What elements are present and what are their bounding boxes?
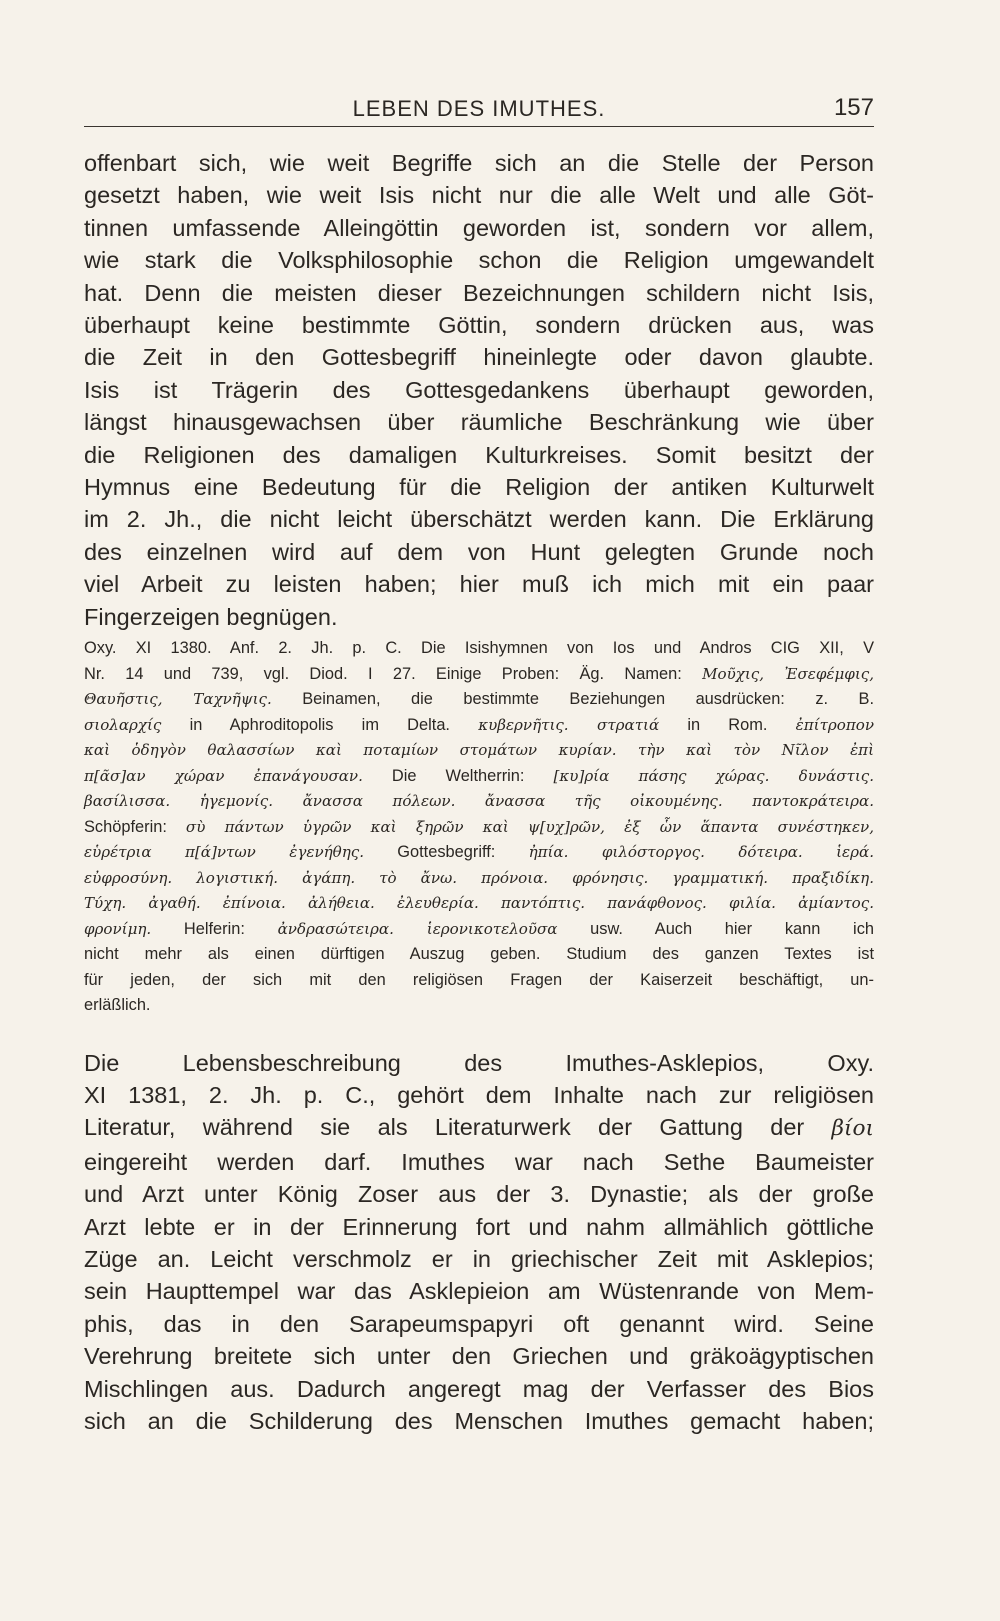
- greek-text: σὺ πάντων ὑγρῶν καὶ ξηρῶν καὶ ψ[υχ]ρῶν, ἐξ ὧν ἅπαντα συνέστηκεν,: [185, 817, 875, 836]
- footnote-line: [84, 764, 874, 790]
- text-line: Hymnus eine Bedeutung für die Religion der antiken Kulturwelt: [84, 474, 874, 501]
- text-line: überhaupt keine bestimmte Göttin, sondern drücken aus, was: [84, 312, 874, 339]
- footnote-text: Helferin:: [151, 919, 278, 938]
- text-line: sein Haupttempel war das Asklepieion am Wüstenrande von Mem-: [84, 1278, 874, 1305]
- text-line: im 2. Jh., die nicht leicht überschätzt werden kann. Die Erklärung: [84, 506, 874, 533]
- text-line: [84, 1111, 874, 1145]
- text-line: Die Lebensbeschreibung des Imuthes-Asklepios, Oxy.: [84, 1049, 874, 1076]
- footnote-line: [84, 968, 874, 994]
- footnote-text: für jeden, der sich mit den religiösen Fragen der Kaiserzeit beschäftigt, un-: [84, 970, 874, 989]
- text-line: tinnen umfassende Alleingöttin geworden ist, sondern vor allem,: [84, 214, 874, 241]
- greek-text: εὑρέτρια π[ά]ντων ἐγενήθης.: [84, 843, 365, 862]
- text-line: Arzt lebte er in der Erinnerung fort und nahm allmählich göttliche: [84, 1213, 874, 1240]
- greek-text: εὐφροσύνη. λογιστική. ἀγάπη. τὸ ἄνω. πρόνοια. φρόνησις. γραμματική. πραξιδίκη.: [84, 868, 874, 887]
- footnote-text: erläßlich.: [84, 996, 151, 1015]
- text-line: längst hinausgewachsen über räumliche Beschränkung wie über: [84, 409, 874, 436]
- footnote-text: usw. Auch hier kann ich: [557, 919, 875, 938]
- text-line: Züge an. Leicht verschmolz er in griechischer Zeit mit Asklepios;: [84, 1246, 874, 1273]
- footnote-line: [84, 687, 874, 713]
- text-line: Fingerzeigen begnügen.: [84, 603, 338, 630]
- greek-text: ἠπία. φιλόστοργος. δότειρα. ἱερά.: [528, 843, 874, 862]
- footnote-text: in Aphroditopolis im Delta.: [161, 715, 479, 734]
- text-line: sich an die Schilderung des Menschen Imuthes gemacht haben;: [84, 1408, 874, 1435]
- running-title: LEBEN DES IMUTHES.: [352, 96, 606, 121]
- footnote-line: [84, 815, 874, 841]
- footnote-line: [84, 738, 874, 764]
- greek-text: Θαυῆστις, Ταχνῆψις.: [84, 690, 272, 709]
- greek-text: σιολαρχίς: [84, 715, 162, 734]
- text-line: Mischlingen aus. Dadurch angeregt mag der Verfasser des Bios: [84, 1375, 874, 1402]
- page-number: 157: [833, 94, 874, 121]
- text-line: die Religionen des damaligen Kulturkreises. Somit besitzt der: [84, 441, 874, 468]
- footnote-line: [84, 662, 874, 688]
- footnote-line: [84, 866, 874, 892]
- footnote-text: Schöpferin:: [84, 817, 186, 836]
- greek-text: καὶ ὁδηγὸν θαλασσίων καὶ ποταμίων στομάτων κυρίαν. τὴν καὶ τὸν Νῖλον ἐπὶ: [84, 741, 874, 760]
- footnote-block: [84, 636, 874, 1019]
- footnote-text: Oxy. XI 1380. Anf. 2. Jh. p. C. Die Isishymnen von Ios und Andros CIG XII, V: [84, 639, 874, 658]
- paragraph-imuthes-biography: [84, 1047, 874, 1438]
- greek-text: ἐπίτροπον: [795, 715, 875, 734]
- text-line: des einzelnen wird auf dem von Hunt gelegten Grunde noch: [84, 538, 874, 565]
- footnote-line: [84, 917, 874, 943]
- footnote-line: [84, 713, 874, 739]
- text-segment: Literatur, während sie als Literaturwerk der Gattung der: [84, 1114, 832, 1141]
- text-line: wie stark die Volksphilosophie schon die Religion umgewandelt: [84, 247, 874, 274]
- text-line: gesetzt haben, wie weit Isis nicht nur die alle Welt und alle Göt-: [84, 182, 874, 209]
- greek-text: βασίλισσα. ἡγεμονίς. ἄνασσα πόλεων. ἄνασσα τῆς οἰκουμένης. παντοκράτειρα.: [84, 792, 874, 811]
- text-line: und Arzt unter König Zoser aus der 3. Dynastie; als der große: [84, 1181, 874, 1208]
- book-page: [84, 92, 874, 1437]
- footnote-text: in Rom.: [659, 715, 796, 734]
- greek-text: φρονίμη.: [84, 919, 152, 938]
- greek-text: ἀνδρασώτειρα. ἱερονικοτελοῦσα: [277, 919, 558, 938]
- running-header: [84, 92, 874, 127]
- footnote-line: [84, 636, 874, 662]
- footnote-text: Beinamen, die bestimmte Beziehungen ausdrücken: z. B.: [271, 690, 875, 709]
- greek-text: κυβερνῆτις. στρατιά: [478, 715, 660, 734]
- greek-text: βίοι: [831, 1116, 874, 1142]
- text-line: phis, das in den Sarapeumspapyri oft genannt wird. Seine: [84, 1310, 874, 1337]
- greek-text: π[ᾶσ]αν χώραν ἐπανάγουσαν.: [84, 766, 363, 785]
- footnote-line: [84, 942, 874, 968]
- footnote-text: Gottesbegriff:: [364, 843, 529, 862]
- greek-text: [κυ]ρία πάσης χώρας. δυνάστις.: [553, 766, 875, 785]
- footnote-line: [84, 840, 874, 866]
- text-line: hat. Denn die meisten dieser Bezeichnungen schildern nicht Isis,: [84, 279, 874, 306]
- footnote-text: nicht mehr als einen dürftigen Auszug geben. Studium des ganzen Textes ist: [84, 945, 874, 964]
- paragraph-isis-hymn: [84, 147, 874, 633]
- footnote-line: [84, 993, 874, 1019]
- text-line: XI 1381, 2. Jh. p. C., gehört dem Inhalte nach zur religiösen: [84, 1082, 874, 1108]
- text-line: eingereiht werden darf. Imuthes war nach Sethe Baumeister: [84, 1148, 874, 1175]
- text-line: offenbart sich, wie weit Begriffe sich an die Stelle der Person: [84, 150, 874, 176]
- greek-text: Μοῦχις, Ἐσεφέμφις,: [702, 664, 874, 683]
- footnote-line: [84, 789, 874, 815]
- footnote-line: [84, 891, 874, 917]
- text-line: Isis ist Trägerin des Gottesgedankens überhaupt geworden,: [84, 376, 874, 403]
- footnote-text: Nr. 14 und 739, vgl. Diod. I 27. Einige Proben: Äg. Namen:: [84, 664, 703, 683]
- footnote-text: Die Weltherrin:: [362, 766, 554, 785]
- text-line: die Zeit in den Gottesbegriff hineinlegte oder davon glaubte.: [84, 344, 874, 371]
- greek-text: Τύχη. ἀγαθή. ἐπίνοια. ἀλήθεια. ἐλευθερία. παντόπτις. πανάφθονος. φιλία. ἀμίαντος.: [84, 894, 874, 913]
- text-line: Verehrung breitete sich unter den Griechen und gräkoägyptischen: [84, 1343, 874, 1370]
- text-line: viel Arbeit zu leisten haben; hier muß ich mich mit ein paar: [84, 571, 874, 598]
